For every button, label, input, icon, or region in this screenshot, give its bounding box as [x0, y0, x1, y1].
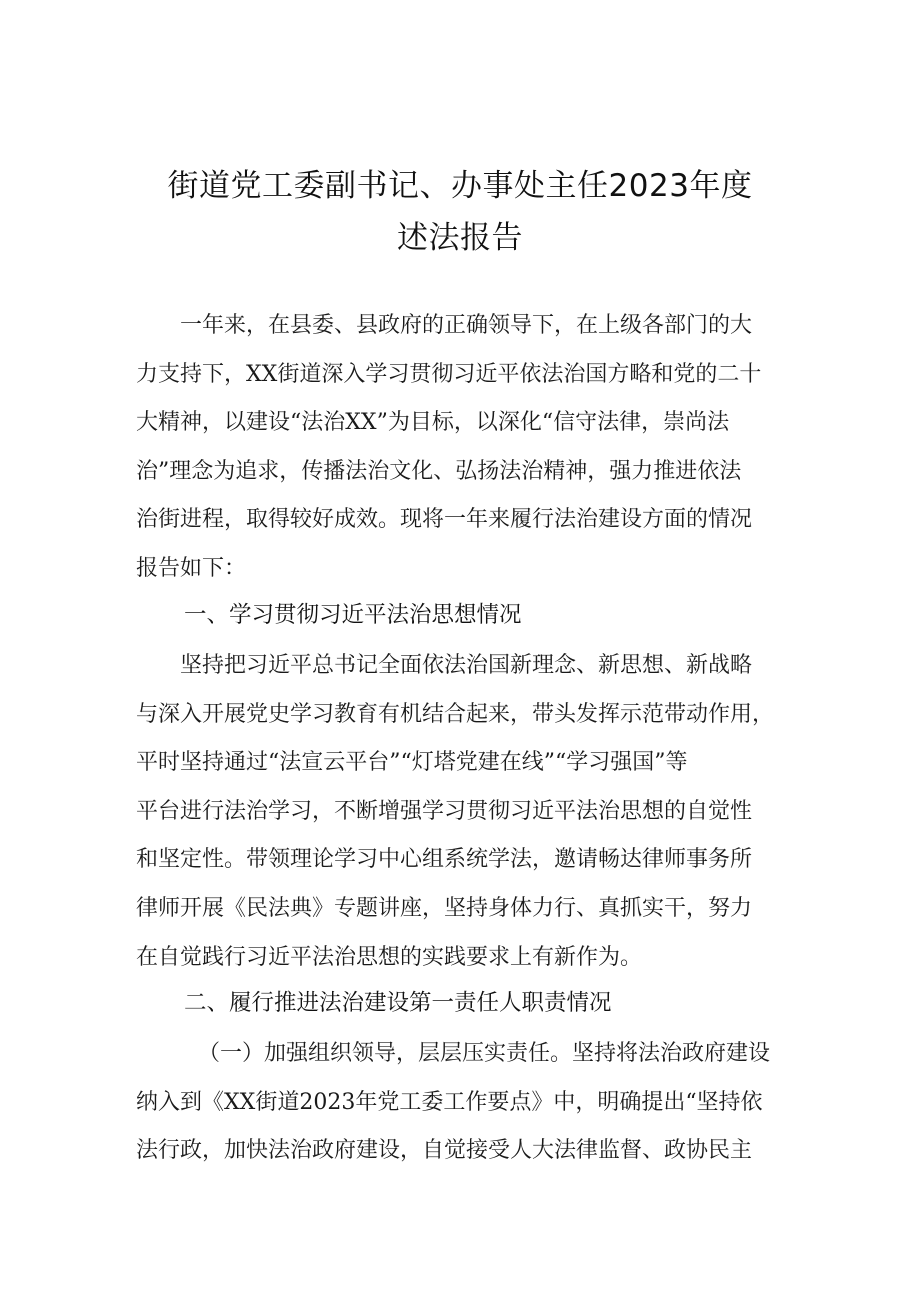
intro-line: 报告如下： — [136, 555, 247, 581]
section-1-line: 律师开展《民法典》专题讲座，坚持身体力行、真抓实干，努力 — [136, 895, 753, 921]
section-2-line: 纳入到《XX街道2023年党工委工作要点》中，明确提出“坚持依 — [136, 1089, 763, 1115]
intro-line: 大精神，以建设“法治XX”为目标，以深化“信守法律，崇尚法 — [136, 410, 730, 436]
section-2-heading: 二、履行推进法治建设第一责任人职责情况 — [184, 990, 612, 1016]
intro-line: 力支持下，XX街道深入学习贯彻习近平依法治国方略和党的二十 — [136, 361, 762, 387]
intro-paragraph — [136, 302, 796, 594]
document-title-line-1: 街道党工委副书记、办事处主任2023年度 — [167, 168, 753, 204]
section-1-line: 在自觉践行习近平法治思想的实践要求上有新作为。 — [136, 944, 643, 970]
section-1-line: 平时坚持通过“法宣云平台”“灯塔党建在线”“学习强国”等 — [136, 750, 688, 776]
intro-line: 治街进程，取得较好成效。现将一年来履行法治建设方面的情况 — [136, 507, 753, 533]
intro-line: 一年来，在县委、县政府的正确领导下，在上级各部门的大 — [180, 313, 753, 338]
section-1-line: 与深入开展党史学习教育有机结合起来，带头发挥示范带动作用， — [136, 701, 775, 727]
section-2-line: （一）加强组织领导，层层压实责任。坚持将法治政府建设 — [198, 1041, 771, 1066]
section-1-line: 和坚定性。带领理论学习中心组系统学法，邀请畅达律师事务所 — [136, 847, 753, 873]
document-title-line-2: 述法报告 — [397, 220, 523, 256]
section-1-heading: 一、学习贯彻习近平法治思想情况 — [184, 602, 522, 628]
section-2-paragraph — [136, 1030, 796, 1176]
section-1-line: 平台进行法治学习，不断增强学习贯彻习近平法治思想的自觉性 — [136, 798, 753, 824]
section-1-paragraph — [136, 642, 796, 982]
section-1-line: 坚持把习近平总书记全面依法治国新理念、新思想、新战略 — [180, 653, 753, 678]
intro-line: 治”理念为追求，传播法治文化、弘扬法治精神，强力推进依法 — [136, 458, 742, 484]
section-2-line: 法行政，加快法治政府建设，自觉接受人大法律监督、政协民主 — [136, 1138, 753, 1164]
